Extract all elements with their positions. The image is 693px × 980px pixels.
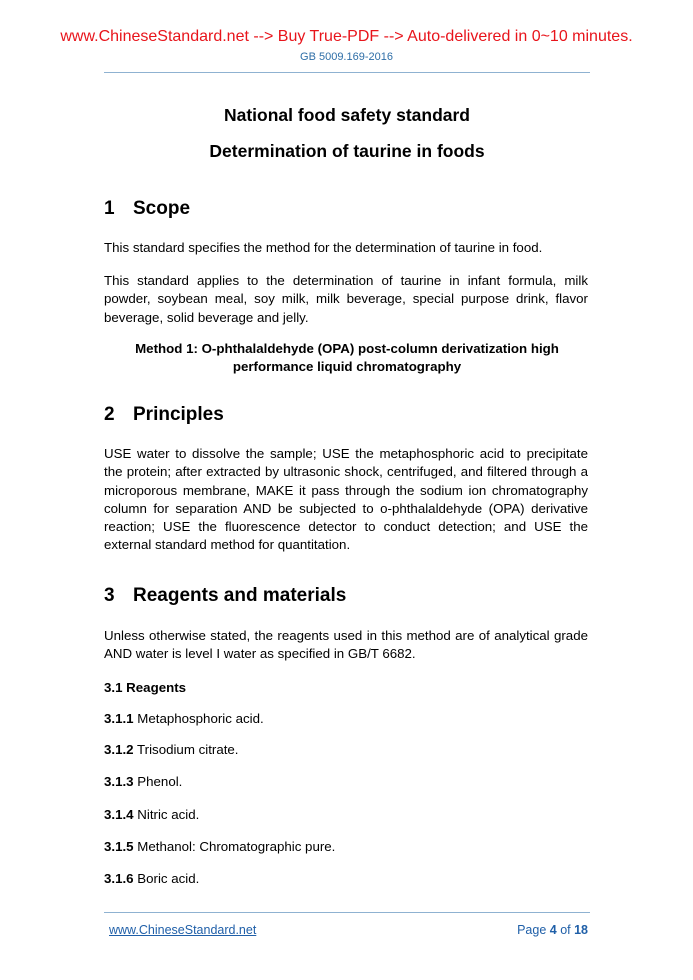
item-number: 3.1.4 <box>104 807 134 822</box>
section-heading-scope <box>104 197 190 221</box>
page-current: 4 <box>549 923 557 937</box>
list-item <box>104 806 199 824</box>
document-title: National food safety standard <box>223 105 470 125</box>
promo-banner-link[interactable]: www.ChineseStandard.net --> Buy True-PDF --> Auto-delivered in 0~10 minutes. <box>60 28 633 45</box>
reagents-paragraph: Unless otherwise stated, the reagents used in this method are of analytical grade AND water is level I water as specified in GB/T 6682. <box>104 628 588 662</box>
principles-paragraph: USE water to dissolve the sample; USE the metaphosphoric acid to precipitate the protein; after extracted by ultrasonic shock, centrifuged, and filtered through a microporous membrane, MAKE it pass through the sodium ion chromatography column for separation AND be subjected to o-phthalaldehyde (OPA) derivative reaction; USE the fluorescence detector to conduct detection; and USE the external standard method for quantitation. <box>104 446 588 553</box>
section-heading-principles <box>104 403 224 427</box>
page-indicator <box>517 922 588 938</box>
scope-paragraph-1: This standard specifies the method for the determination of taurine in food. <box>104 240 543 255</box>
item-text: Nitric acid. <box>133 807 200 822</box>
section-title: Principles <box>133 404 224 425</box>
item-text: Boric acid. <box>133 871 200 886</box>
section-number: 1 <box>104 198 115 219</box>
section-title: Reagents and materials <box>133 585 347 606</box>
section-title: Scope <box>133 198 191 219</box>
list-item <box>104 838 335 856</box>
item-number: 3.1.5 <box>104 839 134 854</box>
section-number: 3 <box>104 585 115 606</box>
list-item <box>104 773 182 791</box>
subsection-heading-reagents: 3.1 Reagents <box>104 680 187 695</box>
document-number: GB 5009.169-2016 <box>300 51 393 63</box>
item-text: Phenol. <box>133 774 183 789</box>
page-of: of <box>556 923 575 937</box>
item-number: 3.1.6 <box>104 871 134 886</box>
item-text: Trisodium citrate. <box>133 742 239 757</box>
method-heading-line1: Method 1: O-phthalaldehyde (OPA) post-column derivatization high <box>135 341 559 356</box>
item-number: 3.1.1 <box>104 711 134 726</box>
page-prefix: Page <box>517 923 550 937</box>
item-text: Methanol: Chromatographic pure. <box>133 839 336 854</box>
page-total: 18 <box>574 923 588 937</box>
section-heading-reagents <box>104 584 346 608</box>
item-number: 3.1.2 <box>104 742 134 757</box>
list-item <box>104 741 239 759</box>
document-subtitle: Determination of taurine in foods <box>209 141 485 161</box>
item-number: 3.1.3 <box>104 774 134 789</box>
header-divider <box>104 72 590 73</box>
section-number: 2 <box>104 404 115 425</box>
method-heading-line2: performance liquid chromatography <box>232 359 462 374</box>
footer-divider <box>104 912 590 913</box>
list-item <box>104 870 199 888</box>
scope-paragraph-2: This standard applies to the determination of taurine in infant formula, milk powder, soybean meal, soy milk, milk beverage, special purpose drink, flavor beverage, solid beverage and jelly. <box>104 273 588 325</box>
list-item <box>104 710 264 728</box>
item-text: Metaphosphoric acid. <box>133 711 264 726</box>
footer-website-link[interactable]: www.ChineseStandard.net <box>109 923 257 937</box>
